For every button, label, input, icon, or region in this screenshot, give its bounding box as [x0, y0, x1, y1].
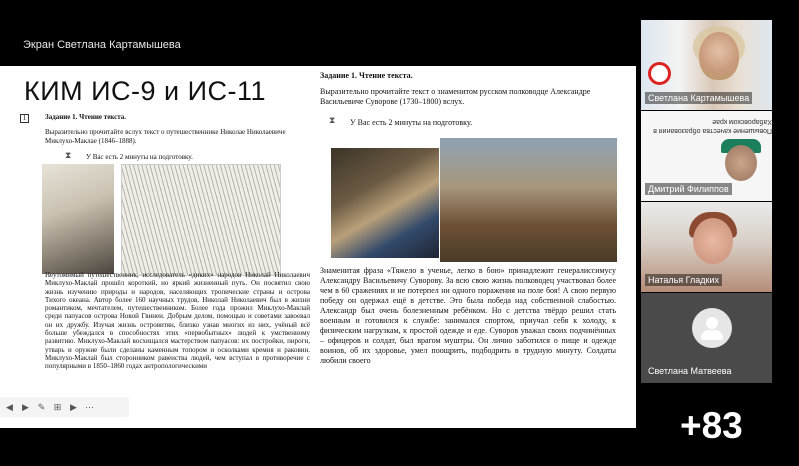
suvorov-portrait: [331, 148, 439, 258]
participant-name: Наталья Гладких: [645, 274, 722, 286]
left-task-intro: Выразительно прочитайте вслух текст о путешественнике Николае Николаевиче Миклухо-Маклае (1846–1888).: [45, 128, 286, 145]
right-task-heading: Задание 1. Чтение текста.: [320, 71, 413, 80]
more-participants-count[interactable]: +83: [680, 405, 743, 446]
participant-tile[interactable]: [641, 202, 772, 292]
slide-title: КИМ ИС-9 и ИС-11: [24, 76, 267, 106]
presentation-toolbar: [0, 397, 129, 417]
participant-tile[interactable]: [641, 111, 772, 201]
hourglass-icon: ⧗: [65, 150, 72, 160]
participant-face: [693, 218, 733, 264]
participant-name: Светлана Матвеева: [648, 366, 732, 376]
left-task-heading: Задание 1. Чтение текста.: [45, 113, 127, 121]
participant-face: [699, 32, 739, 80]
pen-icon[interactable]: ✎: [37, 401, 46, 412]
next-icon[interactable]: ▶: [70, 401, 77, 412]
left-page: [0, 66, 313, 428]
logo-icon: [648, 62, 671, 85]
participant-tile[interactable]: [641, 293, 772, 383]
participant-name: Светлана Картамышева: [645, 92, 752, 104]
left-task-hint: У Вас есть 2 минуты на подготовку.: [86, 153, 193, 161]
village-sketch-image: [121, 164, 281, 276]
participant-tile[interactable]: [641, 20, 772, 110]
task-number-box: 1: [20, 114, 29, 123]
background-doodle-text: Повышение качества образования в Хабаровском крае: [653, 118, 772, 134]
left-task-body: Неутомимый путешественник, исследователь «диких» народов Николай Николаевич Миклухо-Маклай прошёл короткий, но яркий жизненный путь. Он посвятил свою жизнь изучению природы и народов, населяющих тропические страны и острова Тихого океана. Автор более 160 научных трудов, Николай Николаевич был в жизни романтиком, мечтателем, путешественником. Более года прожил Миклухо-Маклай среди папуасов острова Новой Гвинеи. Добрым делом, помощью и советами завоевал он их дружбу. Изучая жизнь островитян, близко узнав многих из них, учёный всё больше убеждался в способностях этих «первобытных» людей к умственному развитию. Миклухо-Маклай восхищался мастерством папуасов: их постройки, пироги, утварь и оружие были сделаны каменным топором и осколками кремня и раковин. Миклухо-Маклай был сторонником равенства людей, чем вступал в противоречие с популярными в 1850–1860 годах антропологическими: [45, 271, 310, 371]
right-task-body: Знаменитая фраза «Тяжело в ученье, легко в бою» принадлежит генералиссимусу Александру Васильевичу Суворову. За всю свою жизнь полководец участвовал более чем в 60 сражениях и не потерпел ни одного поражения на поле боя! А свою первую победу он одержал ещё в детстве. Это была победа над собственной слабостью. Александр был очень болезненным ребёнком. Но с детства твёрдо решил стать военным и готовился к службе: занимался спортом, приучал себя к холоду, к физическим нагрузкам, к простой одежде и еде. Суворов уважал своих подчинённых – офицеров и солдат, был врагом муштры. Он лично заботился о пище и одежде воинов, об их здоровье, умел поощрить, подбодрить в трудную минуту. Солдаты любили своего: [320, 266, 616, 365]
person-icon-body: [701, 330, 723, 340]
grid-icon[interactable]: ⊞: [53, 401, 62, 412]
participant-name: Дмитрий Филиппов: [645, 183, 732, 195]
right-page: [313, 66, 636, 428]
shared-slide: [0, 66, 636, 428]
hourglass-icon: ⧗: [329, 115, 336, 125]
battle-painting-image: [440, 138, 617, 262]
right-task-hint: У Вас есть 2 минуты на подготовку.: [350, 118, 473, 127]
avatar: [692, 308, 732, 348]
participant-face: [725, 145, 757, 181]
back-icon[interactable]: ◀: [6, 401, 13, 412]
more-icon[interactable]: ⋯: [85, 401, 94, 412]
person-icon-head: [706, 317, 718, 329]
right-task-intro: Выразительно прочитайте текст о знаменитом русском полководце Александре Васильевиче Суворове (1730–1800) вслух.: [320, 87, 591, 106]
screen-share-label: Экран Светлана Картамышева: [23, 39, 181, 51]
play-icon[interactable]: ▶: [22, 401, 29, 412]
miklukho-maklai-portrait: [42, 164, 114, 274]
